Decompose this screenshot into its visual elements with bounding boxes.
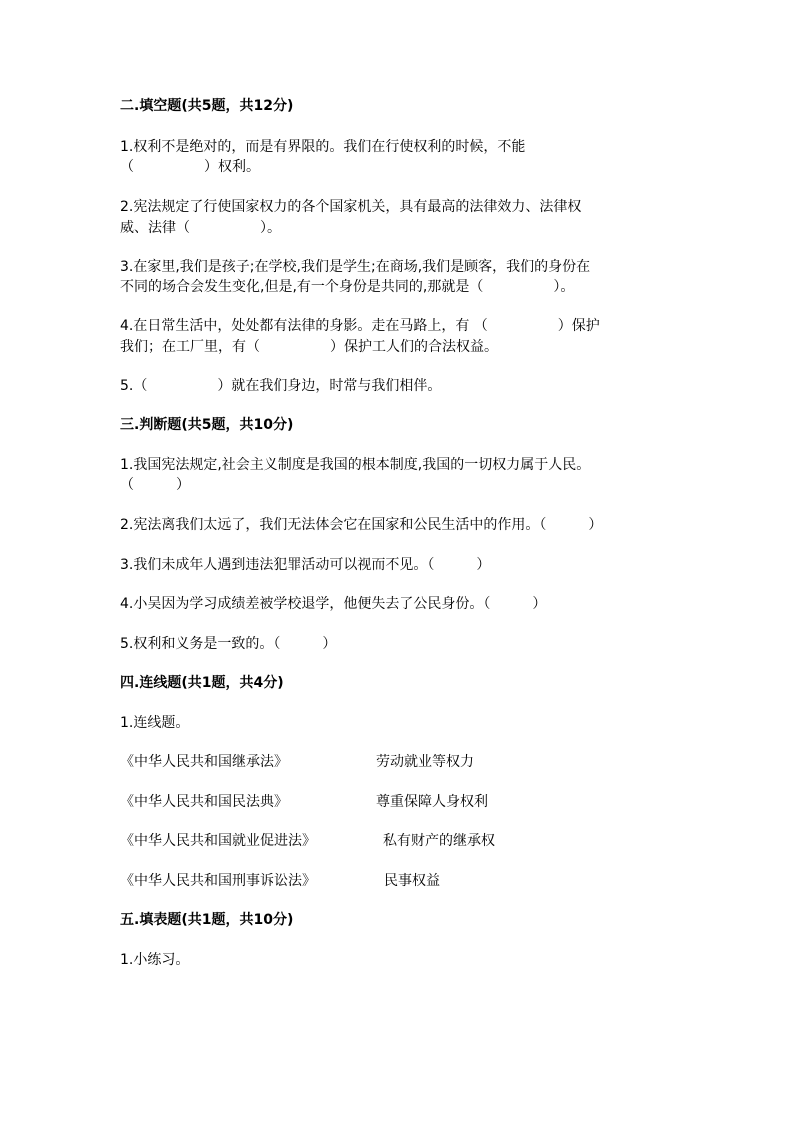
fill-blank-q2-line2: 威、法律（ ）。 <box>120 220 281 236</box>
judge-q1-line1: 1.我国宪法规定,社会主义制度是我国的根本制度,我国的一切权力属于人民。 <box>120 457 591 473</box>
matching-left-item-4: 《中华人民共和国刑事诉讼法》 <box>120 873 316 889</box>
table-q1: 1.小练习。 <box>120 952 190 968</box>
judge-q2: 2.宪法离我们太远了，我们无法体会它在国家和公民生活中的作用。（ ） <box>120 517 603 533</box>
judge-q4: 4.小吴因为学习成绩差被学校退学，他便失去了公民身份。（ ） <box>120 596 547 612</box>
matching-left-item-1: 《中华人民共和国继承法》 <box>120 754 288 770</box>
fill-blank-q4-line1: 4.在日常生活中，处处都有法律的身影。走在马路上，有 （ ）保护 <box>120 318 600 334</box>
fill-blank-q1-line2: （ ）权利。 <box>120 159 260 175</box>
matching-right-item-4: 民事权益 <box>384 873 440 889</box>
fill-blank-q2-line1: 2.宪法规定了行使国家权力的各个国家机关，具有最高的法律效力、法律权 <box>120 199 582 215</box>
matching-left-item-2: 《中华人民共和国民法典》 <box>120 794 288 810</box>
section-heading-judge: 三.判断题(共5题，共10分) <box>120 417 294 433</box>
judge-q3: 3.我们未成年人遇到违法犯罪活动可以视而不见。（ ） <box>120 557 491 573</box>
fill-blank-q3-line2: 不同的场合会发生变化,但是,有一个身份是共同的,那就是（ ）。 <box>120 279 575 295</box>
section-heading-table: 五.填表题(共1题，共10分) <box>120 912 294 928</box>
matching-right-item-2: 尊重保障人身权利 <box>376 794 488 810</box>
fill-blank-q4-line2: 我们；在工厂里，有（ ）保护工人们的合法权益。 <box>120 339 498 355</box>
section-heading-fill-blank: 二.填空题(共5题，共12分) <box>120 98 294 114</box>
judge-q5: 5.权利和义务是一致的。（ ） <box>120 636 337 652</box>
fill-blank-q5: 5.（ ）就在我们身边，时常与我们相伴。 <box>120 378 442 394</box>
matching-right-item-1: 劳动就业等权力 <box>376 754 474 770</box>
judge-q1-line2: （ ） <box>120 477 190 493</box>
fill-blank-q3-line1: 3.在家里,我们是孩子;在学校,我们是学生;在商场,我们是顾客，我们的身份在 <box>120 259 591 275</box>
section-heading-matching: 四.连线题(共1题，共4分) <box>120 675 284 691</box>
matching-q1: 1.连线题。 <box>120 715 190 731</box>
fill-blank-q1-line1: 1.权利不是绝对的，而是有界限的。我们在行使权利的时候，不能 <box>120 139 526 155</box>
matching-left-item-3: 《中华人民共和国就业促进法》 <box>120 833 316 849</box>
matching-right-item-3: 私有财产的继承权 <box>383 833 495 849</box>
